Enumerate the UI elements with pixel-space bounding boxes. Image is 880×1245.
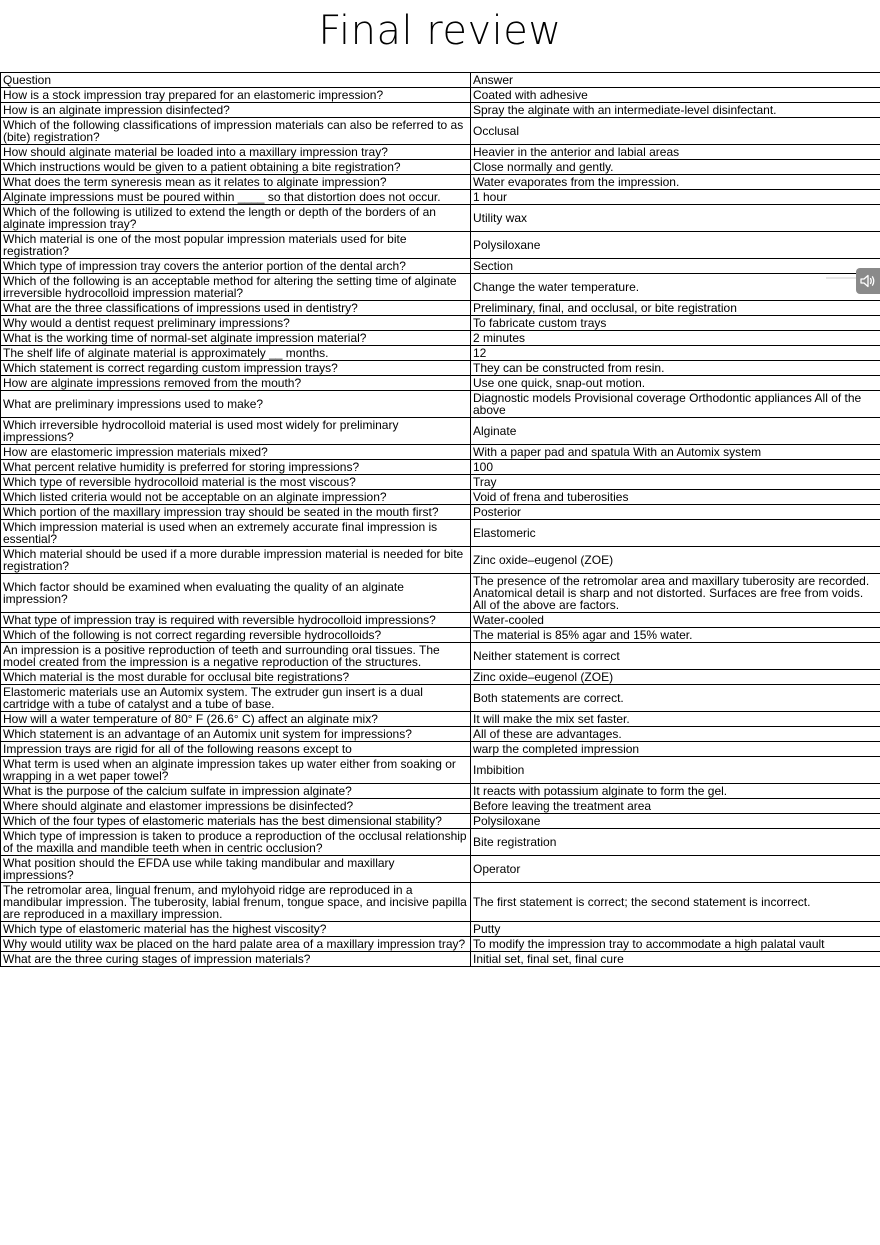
answer-header: Answer <box>471 73 880 88</box>
table-row <box>1 520 880 547</box>
answer-cell: Imbibition <box>471 757 880 784</box>
table-row <box>1 613 880 628</box>
speaker-icon <box>860 274 876 288</box>
question-cell: Which material is one of the most popular impression materials used for bite registration? <box>1 232 471 259</box>
question-cell: Elastomeric materials use an Automix system. The extruder gun insert is a dual cartridge with a tube of catalyst and a tube of base. <box>1 685 471 712</box>
answer-cell: Bite registration <box>471 829 880 856</box>
audio-divider <box>826 277 856 279</box>
question-cell: Why would utility wax be placed on the hard palate area of a maxillary impression tray? <box>1 937 471 952</box>
table-row <box>1 490 880 505</box>
review-table <box>0 72 880 967</box>
table-header-row <box>1 73 880 88</box>
table-body <box>1 88 880 967</box>
answer-cell: Utility wax <box>471 205 880 232</box>
question-cell: What is the working time of normal-set alginate impression material? <box>1 331 471 346</box>
table-row <box>1 883 880 922</box>
question-cell: The retromolar area, lingual frenum, and mylohyoid ridge are reproduced in a mandibular impression. The tuberosity, labial frenum, tongue space, and incisive papilla are reproduced in a maxillary impression. <box>1 883 471 922</box>
table-row <box>1 814 880 829</box>
question-cell: Which factor should be examined when evaluating the quality of an alginate impression? <box>1 574 471 613</box>
answer-cell: It will make the mix set faster. <box>471 712 880 727</box>
answer-cell: Before leaving the treatment area <box>471 799 880 814</box>
answer-cell: Zinc oxide–eugenol (ZOE) <box>471 547 880 574</box>
question-cell: What percent relative humidity is preferred for storing impressions? <box>1 460 471 475</box>
answer-cell: Tray <box>471 475 880 490</box>
table-row <box>1 922 880 937</box>
answer-cell: To fabricate custom trays <box>471 316 880 331</box>
question-cell: Which of the following is not correct regarding reversible hydrocolloids? <box>1 628 471 643</box>
question-cell: What are the three classifications of impressions used in dentistry? <box>1 301 471 316</box>
answer-cell: Spray the alginate with an intermediate-level disinfectant. <box>471 103 880 118</box>
table-row <box>1 685 880 712</box>
question-cell: What is the purpose of the calcium sulfate in impression alginate? <box>1 784 471 799</box>
question-cell: Where should alginate and elastomer impressions be disinfected? <box>1 799 471 814</box>
table-row <box>1 643 880 670</box>
question-cell: What type of impression tray is required with reversible hydrocolloid impressions? <box>1 613 471 628</box>
table-row <box>1 376 880 391</box>
answer-cell: Putty <box>471 922 880 937</box>
table-row <box>1 118 880 145</box>
table-row <box>1 175 880 190</box>
table-row <box>1 232 880 259</box>
page-title: Final review <box>318 8 562 54</box>
answer-cell: It reacts with potassium alginate to form the gel. <box>471 784 880 799</box>
question-cell: How are elastomeric impression materials mixed? <box>1 445 471 460</box>
table-row <box>1 670 880 685</box>
answer-cell: 12 <box>471 346 880 361</box>
table-row <box>1 391 880 418</box>
table-row <box>1 937 880 952</box>
question-cell: Impression trays are rigid for all of the following reasons except to <box>1 742 471 757</box>
question-cell: What term is used when an alginate impression takes up water either from soaking or wrapping in a wet paper towel? <box>1 757 471 784</box>
table-row <box>1 742 880 757</box>
table-row <box>1 145 880 160</box>
table-row <box>1 88 880 103</box>
question-cell: Which statement is an advantage of an Automix unit system for impressions? <box>1 727 471 742</box>
answer-cell: Posterior <box>471 505 880 520</box>
table-row <box>1 727 880 742</box>
table-row <box>1 160 880 175</box>
table-row <box>1 757 880 784</box>
table-row <box>1 274 880 301</box>
answer-cell: Heavier in the anterior and labial areas <box>471 145 880 160</box>
answer-cell: The material is 85% agar and 15% water. <box>471 628 880 643</box>
answer-cell: Neither statement is correct <box>471 643 880 670</box>
answer-cell: Zinc oxide–eugenol (ZOE) <box>471 670 880 685</box>
table-row <box>1 259 880 274</box>
table-row <box>1 547 880 574</box>
question-cell: What are the three curing stages of impression materials? <box>1 952 471 967</box>
table-row <box>1 784 880 799</box>
read-aloud-button[interactable] <box>856 268 880 294</box>
answer-cell: Diagnostic models Provisional coverage Orthodontic appliances All of the above <box>471 391 880 418</box>
answer-cell: Initial set, final set, final cure <box>471 952 880 967</box>
question-cell: Which type of impression tray covers the anterior portion of the dental arch? <box>1 259 471 274</box>
answer-cell: Alginate <box>471 418 880 445</box>
question-cell: How is a stock impression tray prepared for an elastomeric impression? <box>1 88 471 103</box>
answer-cell: Change the water temperature. <box>471 274 880 301</box>
question-cell: What position should the EFDA use while taking mandibular and maxillary impressions? <box>1 856 471 883</box>
question-cell: Which statement is correct regarding custom impression trays? <box>1 361 471 376</box>
table-row <box>1 952 880 967</box>
question-cell: Which type of impression is taken to produce a reproduction of the occlusal relationship of the maxilla and mandible teeth when in centric occlusion? <box>1 829 471 856</box>
table-row <box>1 190 880 205</box>
question-cell: Which impression material is used when an extremely accurate final impression is essential? <box>1 520 471 547</box>
table-row <box>1 301 880 316</box>
answer-cell: Polysiloxane <box>471 814 880 829</box>
table-row <box>1 346 880 361</box>
table-row <box>1 418 880 445</box>
table-row <box>1 799 880 814</box>
answer-cell: Operator <box>471 856 880 883</box>
table-row <box>1 445 880 460</box>
answer-cell: All of these are advantages. <box>471 727 880 742</box>
table-row <box>1 460 880 475</box>
question-cell: Alginate impressions must be poured within ____ so that distortion does not occur. <box>1 190 471 205</box>
question-cell: Which portion of the maxillary impression tray should be seated in the mouth first? <box>1 505 471 520</box>
question-cell: What does the term syneresis mean as it relates to alginate impression? <box>1 175 471 190</box>
question-cell: Which of the following is utilized to extend the length or depth of the borders of an alginate impression tray? <box>1 205 471 232</box>
answer-cell: Close normally and gently. <box>471 160 880 175</box>
table-row <box>1 712 880 727</box>
question-cell: How will a water temperature of 80° F (26.6° C) affect an alginate mix? <box>1 712 471 727</box>
answer-cell: They can be constructed from resin. <box>471 361 880 376</box>
table-row <box>1 103 880 118</box>
question-cell: The shelf life of alginate material is approximately __ months. <box>1 346 471 361</box>
question-cell: Which type of reversible hydrocolloid material is the most viscous? <box>1 475 471 490</box>
question-cell: Which of the following classifications of impression materials can also be referred to as (bite) registration? <box>1 118 471 145</box>
table-row <box>1 856 880 883</box>
question-cell: Which irreversible hydrocolloid material is used most widely for preliminary impressions? <box>1 418 471 445</box>
answer-cell: Use one quick, snap-out motion. <box>471 376 880 391</box>
question-cell: Which material should be used if a more durable impression material is needed for bite registration? <box>1 547 471 574</box>
answer-cell: Preliminary, final, and occlusal, or bite registration <box>471 301 880 316</box>
question-cell: Which material is the most durable for occlusal bite registrations? <box>1 670 471 685</box>
table-row <box>1 505 880 520</box>
question-cell: Why would a dentist request preliminary impressions? <box>1 316 471 331</box>
answer-cell: warp the completed impression <box>471 742 880 757</box>
table-row <box>1 628 880 643</box>
answer-cell: Section <box>471 259 880 274</box>
answer-cell: Void of frena and tuberosities <box>471 490 880 505</box>
table-row <box>1 331 880 346</box>
answer-cell: With a paper pad and spatula With an Automix system <box>471 445 880 460</box>
question-cell: How are alginate impressions removed from the mouth? <box>1 376 471 391</box>
answer-cell: Occlusal <box>471 118 880 145</box>
answer-cell: Both statements are correct. <box>471 685 880 712</box>
answer-cell: Coated with adhesive <box>471 88 880 103</box>
answer-cell: Elastomeric <box>471 520 880 547</box>
question-cell: Which listed criteria would not be acceptable on an alginate impression? <box>1 490 471 505</box>
question-header: Question <box>1 73 471 88</box>
question-cell: Which of the following is an acceptable method for altering the setting time of alginate irreversible hydrocolloid impression material? <box>1 274 471 301</box>
answer-cell: 100 <box>471 460 880 475</box>
answer-cell: Water-cooled <box>471 613 880 628</box>
table-row <box>1 574 880 613</box>
answer-cell: Water evaporates from the impression. <box>471 175 880 190</box>
answer-cell: 2 minutes <box>471 331 880 346</box>
answer-cell: The presence of the retromolar area and maxillary tuberosity are recorded. Anatomical detail is sharp and not distorted. Surfaces are free from voids. All of the above are factors. <box>471 574 880 613</box>
answer-cell: To modify the impression tray to accommodate a high palatal vault <box>471 937 880 952</box>
answer-cell: 1 hour <box>471 190 880 205</box>
question-cell: How should alginate material be loaded into a maxillary impression tray? <box>1 145 471 160</box>
question-cell: How is an alginate impression disinfected? <box>1 103 471 118</box>
question-cell: Which instructions would be given to a patient obtaining a bite registration? <box>1 160 471 175</box>
table-row <box>1 361 880 376</box>
table-row <box>1 475 880 490</box>
question-cell: Which type of elastomeric material has the highest viscosity? <box>1 922 471 937</box>
question-cell: An impression is a positive reproduction of teeth and surrounding oral tissues. The model created from the impression is a negative reproduction of the structures. <box>1 643 471 670</box>
answer-cell: The first statement is correct; the second statement is incorrect. <box>471 883 880 922</box>
table-row <box>1 316 880 331</box>
table-row <box>1 205 880 232</box>
question-cell: What are preliminary impressions used to make? <box>1 391 471 418</box>
answer-cell: Polysiloxane <box>471 232 880 259</box>
question-cell: Which of the four types of elastomeric materials has the best dimensional stability? <box>1 814 471 829</box>
table-row <box>1 829 880 856</box>
